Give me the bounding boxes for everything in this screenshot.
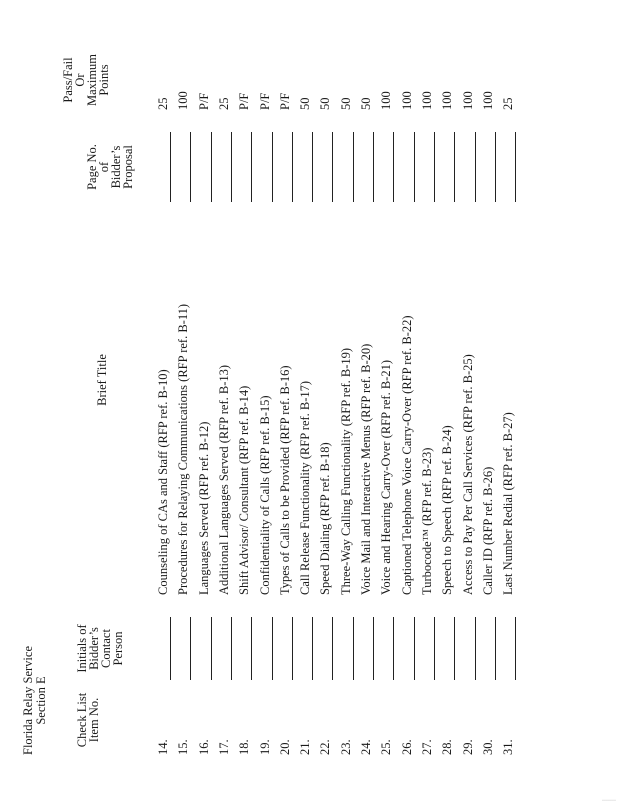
header-section: Section E: [34, 676, 48, 725]
brief-title: Voice and Hearing Carry-Over (RFP ref. B-21): [379, 359, 394, 595]
item-number: 17.: [216, 739, 231, 755]
brief-title: Shift Advisor/ Consultant (RFP ref. B-14): [237, 385, 252, 595]
points-value: 100: [176, 91, 191, 110]
brief-title: Confidentiality of Calls (RFP ref. B-15): [257, 395, 272, 595]
points-value: 25: [216, 97, 231, 110]
table-row: [197, 0, 217, 810]
table-row: [176, 0, 196, 810]
brief-title: Procedures for Relaying Communications (RFP ref. B-11): [176, 303, 191, 595]
item-number: 24.: [359, 739, 373, 755]
page-number-blank[interactable]: [414, 132, 415, 202]
initials-blank[interactable]: [414, 617, 415, 680]
item-number: 28.: [440, 739, 455, 755]
initials-blank[interactable]: [353, 617, 354, 680]
points-value: 100: [460, 91, 475, 110]
page-number-blank[interactable]: [170, 132, 171, 202]
col-header-points: Pass/Fail Or Maximum Points: [61, 53, 111, 107]
table-row: [359, 0, 379, 810]
table-row: [481, 0, 501, 810]
initials-blank[interactable]: [434, 617, 435, 680]
col-header-page-no: Page No. of Bidder’s Proposal: [85, 144, 135, 190]
points-value: P/F: [257, 92, 272, 110]
initials-blank[interactable]: [312, 617, 313, 680]
initials-blank[interactable]: [170, 617, 171, 680]
initials-blank[interactable]: [292, 617, 293, 680]
page-number-blank[interactable]: [251, 132, 252, 202]
table-row: [258, 0, 278, 810]
brief-title: Speed Dialing (RFP ref. B-18): [318, 442, 333, 595]
item-number: 21.: [298, 739, 313, 755]
brief-title: Call Release Functionality (RFP ref. B-17): [298, 380, 313, 595]
points-value: P/F: [196, 92, 211, 110]
table-row: [217, 0, 237, 810]
table-row: [318, 0, 338, 810]
brief-title: Counseling of CAs and Staff (RFP ref. B-10): [156, 369, 170, 595]
brief-title: Languages Served (RFP ref. B-12): [196, 421, 211, 595]
page-number-blank[interactable]: [312, 132, 313, 202]
points-value: 100: [399, 91, 414, 110]
initials-blank[interactable]: [515, 617, 516, 680]
table-row: [298, 0, 318, 810]
table-row: [400, 0, 420, 810]
item-number: 29.: [460, 739, 475, 755]
page-number-blank[interactable]: [495, 132, 496, 202]
initials-blank[interactable]: [475, 617, 476, 680]
corner-mark: ·······: [602, 798, 616, 804]
col-header-initials: Initials of Bidder’s Contact Person: [75, 624, 125, 673]
brief-title: Captioned Telephone Voice Carry-Over (RFP ref. B-22): [399, 315, 414, 595]
item-number: 15.: [176, 739, 191, 755]
points-value: 100: [440, 91, 455, 110]
page-number-blank[interactable]: [475, 132, 476, 202]
page-number-blank[interactable]: [272, 132, 273, 202]
points-value: 50: [298, 97, 313, 110]
item-number: 20.: [277, 739, 292, 755]
page-number-blank[interactable]: [434, 132, 435, 202]
page-number-blank[interactable]: [454, 132, 455, 202]
initials-blank[interactable]: [332, 617, 333, 680]
table-row: [501, 0, 521, 810]
points-value: P/F: [237, 92, 252, 110]
brief-title: Types of Calls to be Provided (RFP ref. B-16): [277, 365, 292, 595]
table-row: [237, 0, 257, 810]
points-value: 100: [419, 91, 434, 110]
brief-title: Turbocode™ (RFP ref. B-23): [419, 447, 434, 595]
page-number-blank[interactable]: [393, 132, 394, 202]
initials-blank[interactable]: [495, 617, 496, 680]
col-header-check-list: Check List Item No.: [75, 692, 101, 748]
initials-blank[interactable]: [231, 617, 232, 680]
points-value: 25: [501, 97, 516, 110]
document-header: [22, 646, 48, 755]
table-row: [440, 0, 460, 810]
item-number: 22.: [318, 739, 333, 755]
page-number-blank[interactable]: [373, 132, 374, 202]
brief-title: Three-Way Calling Functionality (RFP ref. B-19): [338, 347, 353, 595]
item-number: 18.: [237, 739, 252, 755]
initials-blank[interactable]: [454, 617, 455, 680]
item-number: 23.: [338, 739, 353, 755]
item-number: 14.: [156, 739, 170, 755]
brief-title: Additional Languages Served (RFP ref. B-13): [216, 364, 231, 595]
table-row: [339, 0, 359, 810]
initials-blank[interactable]: [393, 617, 394, 680]
page-number-blank[interactable]: [211, 132, 212, 202]
points-value: P/F: [277, 92, 292, 110]
initials-blank[interactable]: [251, 617, 252, 680]
points-value: 50: [359, 97, 373, 110]
brief-title: Access to Pay Per Call Services (RFP ref. B-25): [460, 354, 475, 595]
initials-blank[interactable]: [190, 617, 191, 680]
item-number: 26.: [399, 739, 414, 755]
points-value: 100: [480, 91, 495, 110]
page-number-blank[interactable]: [515, 132, 516, 202]
brief-title: Last Number Redial (RFP ref. B-27): [501, 412, 516, 595]
brief-title: Voice Mail and Interactive Menus (RFP ref. B-20): [359, 343, 373, 595]
points-value: 100: [379, 91, 394, 110]
table-row: [379, 0, 399, 810]
page-number-blank[interactable]: [292, 132, 293, 202]
table-row: [278, 0, 298, 810]
page-number-blank[interactable]: [190, 132, 191, 202]
item-number: 19.: [257, 739, 272, 755]
table-row: [156, 0, 176, 810]
initials-blank[interactable]: [211, 617, 212, 680]
initials-blank[interactable]: [272, 617, 273, 680]
item-number: 27.: [419, 739, 434, 755]
page-number-blank[interactable]: [353, 132, 354, 202]
item-number: 16.: [196, 739, 211, 755]
item-number: 31.: [501, 739, 516, 755]
brief-title: Caller ID (RFP ref. B-26): [480, 466, 495, 595]
points-value: 25: [156, 97, 170, 110]
table-row: [420, 0, 440, 810]
item-number: 25.: [379, 739, 394, 755]
header-title: Florida Relay Service: [21, 646, 35, 755]
initials-blank[interactable]: [373, 617, 374, 680]
points-value: 50: [338, 97, 353, 110]
item-number: 30.: [480, 739, 495, 755]
points-value: 50: [318, 97, 333, 110]
page-number-blank[interactable]: [231, 132, 232, 202]
brief-title: Speech to Speech (RFP ref. B-24): [440, 425, 455, 595]
col-header-brief-title: Brief Title: [95, 354, 109, 406]
page-number-blank[interactable]: [332, 132, 333, 202]
table-row: [461, 0, 481, 810]
